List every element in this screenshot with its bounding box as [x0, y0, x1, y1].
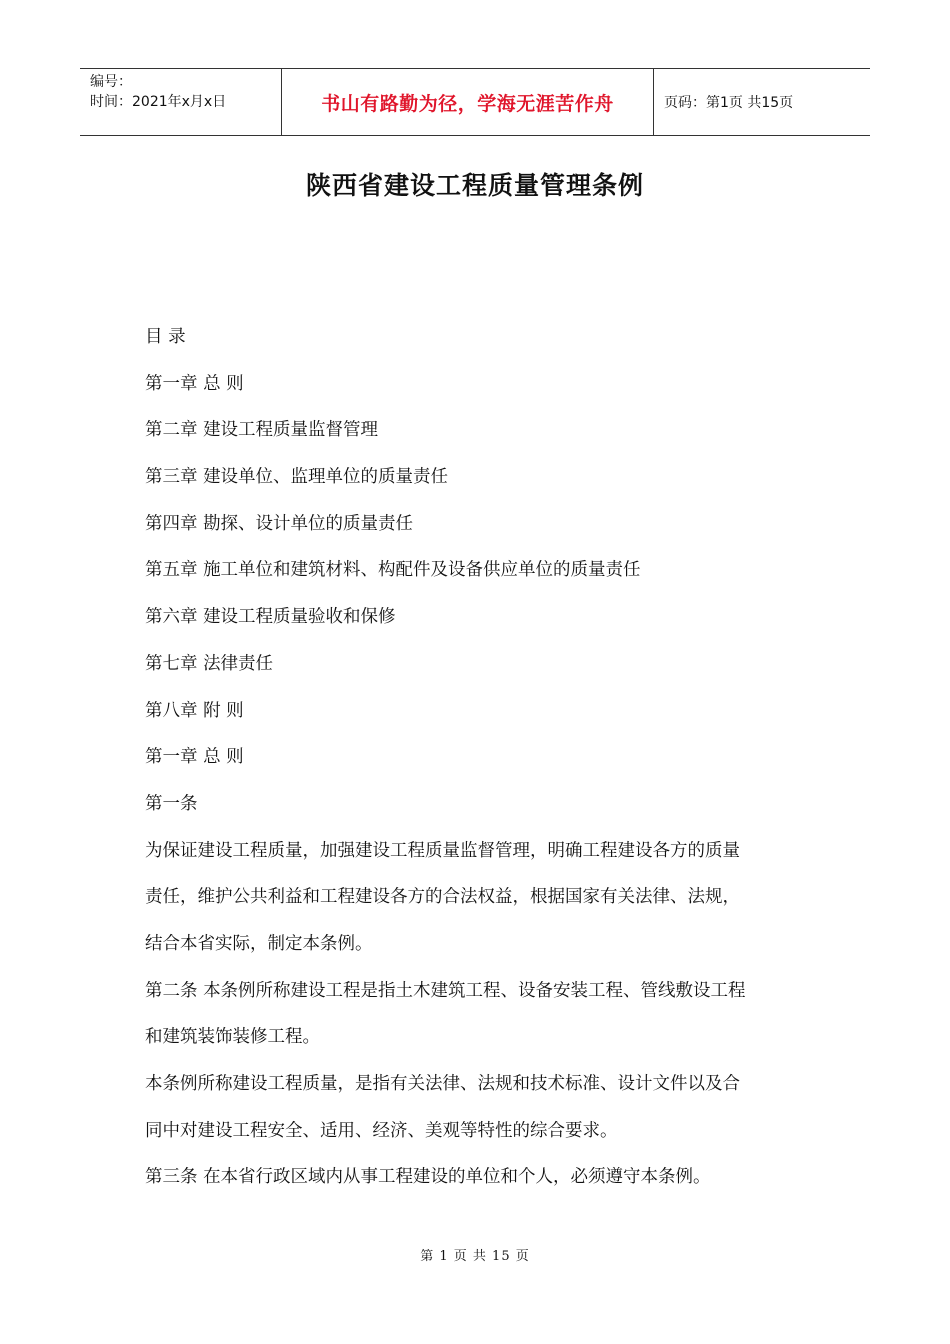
toc-heading: 目 录 [145, 327, 186, 347]
article-1-line: 责任，维护公共利益和工程建设各方的合法权益，根据国家有关法律、法规， [145, 887, 740, 908]
toc-item: 第八章 附 则 [145, 700, 244, 721]
article-2-para2-line: 同中对建设工程安全、适用、经济、美观等特性的综合要求。 [145, 1120, 618, 1141]
article-1-line: 结合本省实际，制定本条例。 [145, 933, 373, 954]
header-meta [80, 69, 281, 135]
header-motto [281, 69, 654, 135]
page-info-text: 页码：第1页 共15页 [664, 95, 794, 111]
article-heading: 第一条 [145, 793, 198, 814]
toc-item: 第三章 建设单位、监理单位的质量责任 [145, 467, 449, 488]
serial-number-label: 编号： [90, 74, 132, 90]
page-footer: 第 1 页 共 15 页 [420, 1249, 530, 1264]
header-page-info [654, 69, 870, 135]
toc-item: 第七章 法律责任 [145, 653, 274, 674]
article-3: 第三条 在本省行政区域内从事工程建设的单位和个人，必须遵守本条例。 [145, 1167, 711, 1188]
article-2-line: 第二条 本条例所称建设工程是指土木建筑工程、设备安装工程、管线敷设工程 [145, 980, 746, 1001]
document-title: 陕西省建设工程质量管理条例 [305, 171, 644, 200]
date-label: 时间：2021年x月x日 [90, 94, 227, 110]
toc-item: 第五章 施工单位和建筑材料、构配件及设备供应单位的质量责任 [145, 560, 641, 581]
motto-text: 书山有路勤为径，学海无涯苦作舟 [321, 92, 614, 115]
toc-item: 第六章 建设工程质量验收和保修 [145, 607, 396, 628]
chapter-heading: 第一章 总 则 [145, 747, 244, 768]
toc-item: 第二章 建设工程质量监督管理 [145, 420, 379, 441]
article-2-para2-line: 本条例所称建设工程质量，是指有关法律、法规和技术标准、设计文件以及合 [145, 1074, 740, 1094]
article-1-line: 为保证建设工程质量，加强建设工程质量监督管理，明确工程建设各方的质量 [145, 840, 740, 861]
document-body [145, 322, 815, 1209]
toc-item: 第一章 总 则 [145, 373, 244, 394]
toc-item: 第四章 勘探、设计单位的质量责任 [145, 513, 414, 534]
document-header [80, 68, 870, 136]
article-2-line: 和建筑装饰装修工程。 [145, 1027, 320, 1048]
